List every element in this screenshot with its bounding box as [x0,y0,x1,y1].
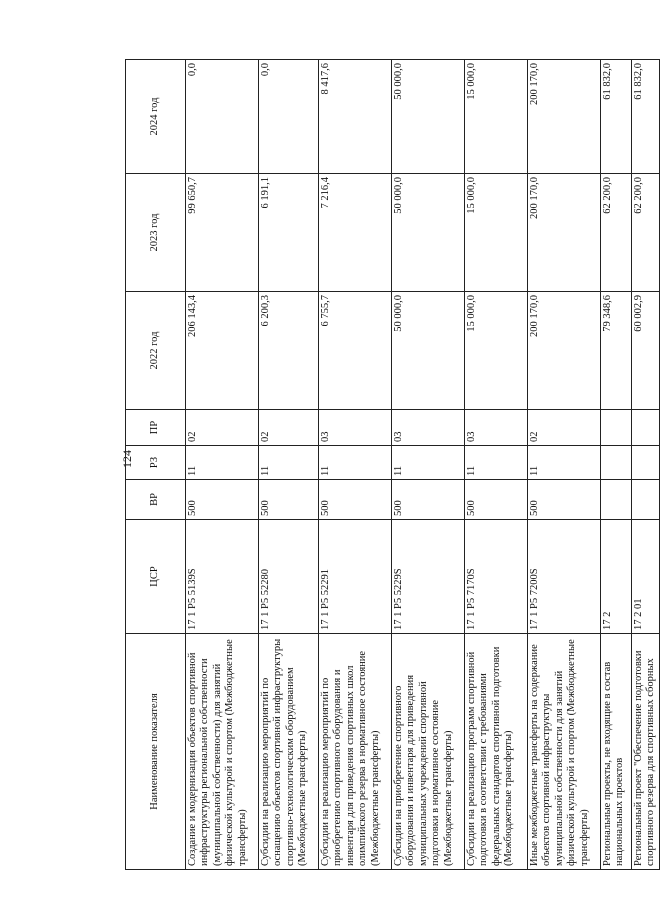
row-pr: 03 [392,410,465,446]
row-name: Субсидии на реализацию программ спортивной подготовки в соответствии с требованиями федеральных стандартов спортивной подготовки (Межбюджетные трансферты) [465,634,528,870]
header-csr: ЦСР [126,520,186,634]
row-rz [632,446,660,480]
row-vr: 500 [465,480,528,520]
table-row [319,60,392,870]
row-2023: 15 000,0 [465,174,528,292]
row-pr: 02 [186,410,259,446]
row-vr [632,480,660,520]
row-2024: 0,0 [186,60,259,174]
table-row [392,60,465,870]
row-pr [601,410,632,446]
header-2023: 2023 год [126,174,186,292]
row-2023: 99 650,7 [186,174,259,292]
row-2022: 50 000,0 [392,292,465,410]
row-name: Региональные проекты, не входящие в состав национальных проектов [601,634,632,870]
table-row [259,60,319,870]
row-2024: 8 417,6 [319,60,392,174]
row-vr: 500 [259,480,319,520]
row-pr: 02 [528,410,601,446]
row-2024: 200 170,0 [528,60,601,174]
row-2024: 0,0 [259,60,319,174]
row-2023: 62 200,0 [632,174,660,292]
header-rz: РЗ [126,446,186,480]
row-name: Субсидии на приобретение спортивного оборудования и инвентаря для приведения муниципальных учреждений спортивной подготовки в нормативное состояние (Межбюджетные трансферты) [392,634,465,870]
row-rz: 11 [319,446,392,480]
table-row [186,60,259,870]
row-pr: 03 [465,410,528,446]
row-csr: 17 2 01 [632,520,660,634]
row-2023: 50 000,0 [392,174,465,292]
row-2022: 200 170,0 [528,292,601,410]
budget-table [125,59,660,870]
row-2023: 62 200,0 [601,174,632,292]
row-rz: 11 [259,446,319,480]
row-2023: 7 216,4 [319,174,392,292]
row-rz: 11 [528,446,601,480]
row-2024: 61 832,0 [601,60,632,174]
table-row [465,60,528,870]
row-csr: 17 1 P5 5229S [392,520,465,634]
row-pr: 03 [319,410,392,446]
row-vr: 500 [186,480,259,520]
row-2024: 15 000,0 [465,60,528,174]
header-name: Наименование показателя [126,634,186,870]
header-pr: ПР [126,410,186,446]
table-header-row [126,60,186,870]
row-2022: 6 200,3 [259,292,319,410]
row-csr: 17 1 P5 52280 [259,520,319,634]
row-2022: 6 755,7 [319,292,392,410]
row-rz [601,446,632,480]
row-2022: 206 143,4 [186,292,259,410]
row-csr: 17 1 P5 5139S [186,520,259,634]
table-row [528,60,601,870]
row-2022: 60 002,9 [632,292,660,410]
row-pr: 02 [259,410,319,446]
row-csr: 17 1 P5 7200S [528,520,601,634]
row-vr [601,480,632,520]
row-2024: 50 000,0 [392,60,465,174]
row-2023: 6 191,1 [259,174,319,292]
header-2024: 2024 год [126,60,186,174]
header-vr: ВР [126,480,186,520]
row-name: Создание и модернизация объектов спортивной инфраструктуры региональной собственности (муниципальной собственности) для занятий физической культурой и спортом (Межбюджетные трансферты) [186,634,259,870]
row-csr: 17 1 P5 52291 [319,520,392,634]
row-pr [632,410,660,446]
row-name: Иные межбюджетные трансферты на содержание объектов спортивной инфраструктуры муниципальной собственности для занятий физической культурой и спортом (Межбюджетные трансферты) [528,634,601,870]
row-vr: 500 [528,480,601,520]
table-row [601,60,632,870]
row-name: Субсидии на реализацию мероприятий по оснащению объектов спортивной инфраструктуры спортивно-технологическим оборудованием (Межбюджетные трансферты) [259,634,319,870]
row-rz: 11 [186,446,259,480]
row-csr: 17 2 [601,520,632,634]
table-row [632,60,660,870]
row-csr: 17 1 P5 7170S [465,520,528,634]
budget-table-rotated [125,60,657,870]
row-name: Субсидии на реализацию мероприятий по приобретению спортивного оборудования и инвентаря для приведения спортивных школ олимпийского резерва в нормативное состояние (Межбюджетные трансферты) [319,634,392,870]
row-rz: 11 [392,446,465,480]
row-name: Региональный проект "Обеспечение подготовки спортивного резерва для спортивных сборных [632,634,660,870]
page-number: 124 [120,450,134,468]
row-2024: 61 832,0 [632,60,660,174]
row-2022: 15 000,0 [465,292,528,410]
row-rz: 11 [465,446,528,480]
row-2023: 200 170,0 [528,174,601,292]
row-vr: 500 [392,480,465,520]
row-vr: 500 [319,480,392,520]
header-2022: 2022 год [126,292,186,410]
row-2022: 79 348,6 [601,292,632,410]
